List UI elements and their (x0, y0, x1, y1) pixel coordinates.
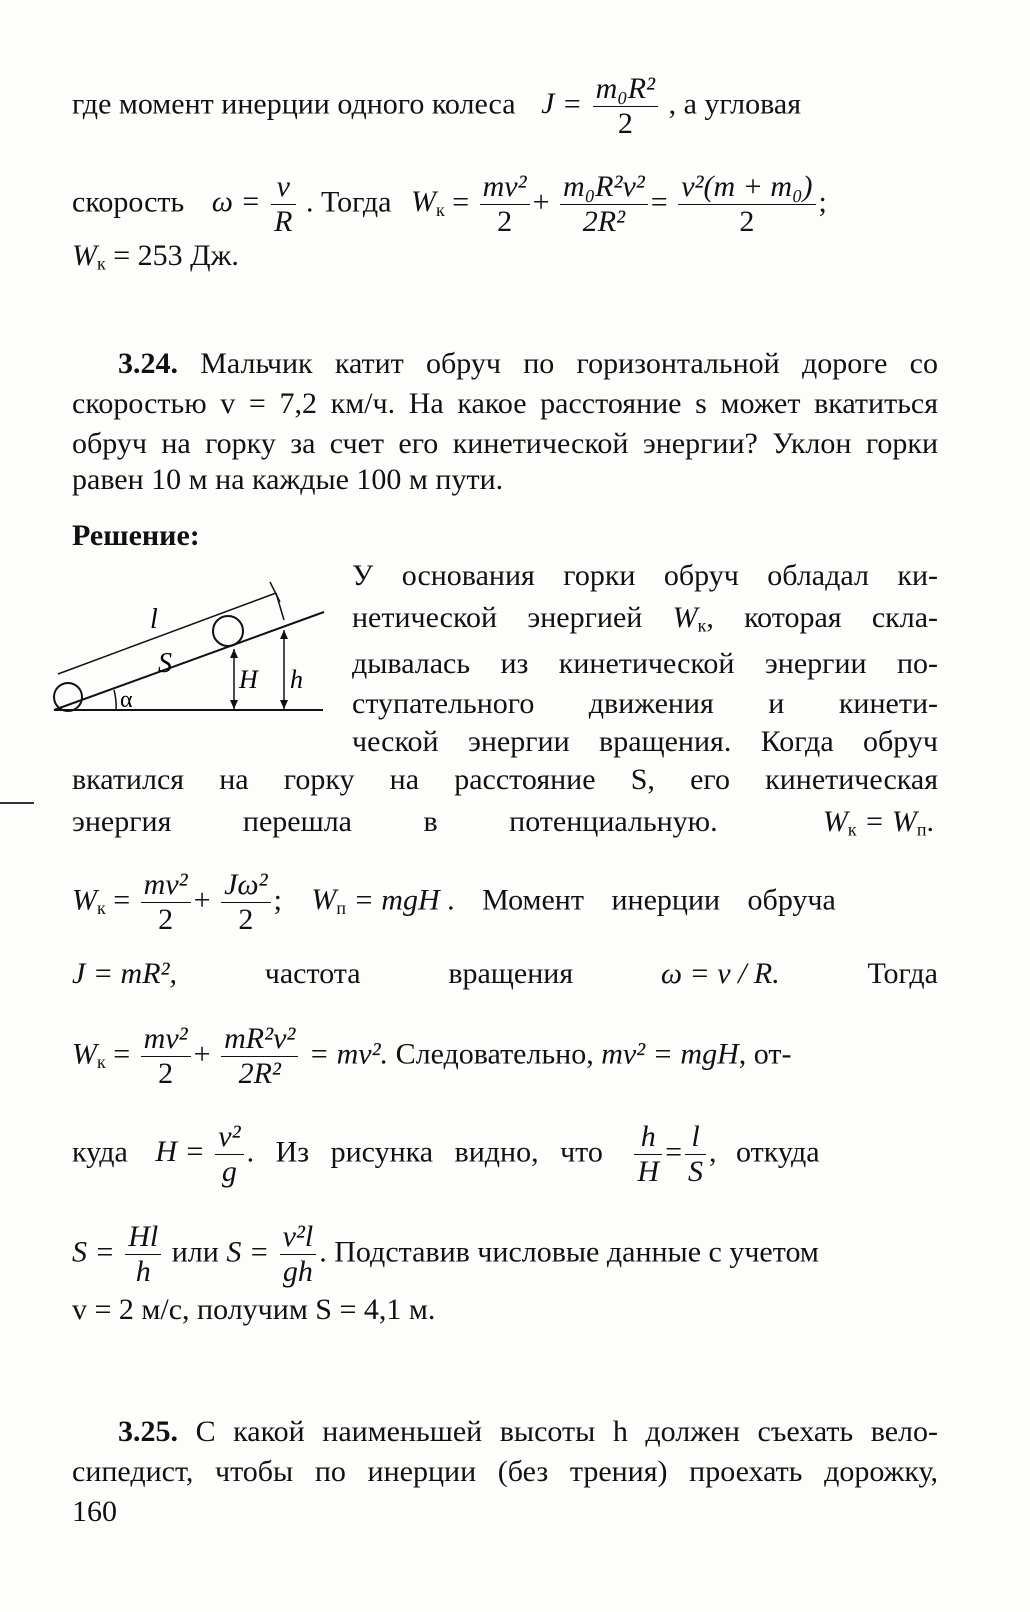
fraction-j: $\frac{\text{m₀R²}}{2}$ (593, 72, 658, 141)
solution-wrap-2: нетической энергией $W_к$, которая скла- (352, 601, 938, 636)
prev-line-1: где момент инерции одного колеса J = $\frac{\text{m₀R²}}{2}$ , а угловая (72, 72, 802, 140)
equation-inertia: J = mR², частота вращения ω = v / R. Тогда (72, 957, 938, 990)
problem-324-line-3: обруч на горку за счет его кинетической энергии? Уклон горки (72, 427, 938, 460)
problem-324-line-1: 3.24. Мальчик катит обруч по горизонтальной дороге со (118, 347, 938, 380)
angle-arc (114, 690, 116, 710)
equation-energy: $W_к$ = $\frac{\text{mv²}}{2}$ + $\frac{\text{Jω²}}{2}$ ; $W_п$ = mgH . Момент инерции обруча (72, 868, 836, 936)
solution-wrap-1: У основания горки обруч обладал ки- (352, 559, 938, 592)
equation-distance: S = $\frac{Hl}{h}$ или S = $\frac{\text{v²l}}{gh}$ . Подставив числовые данные с учетом (72, 1220, 819, 1288)
problem-325-line-2: сипедист, чтобы по инерции (без трения) проехать дорожку, (72, 1455, 938, 1488)
label-H: H (239, 665, 258, 694)
prev-result: $W_к = 253$ Дж. (72, 239, 239, 274)
margin-mark (0, 802, 34, 804)
solution-result: v = 2 м/с, получим S = 4,1 м. (72, 1293, 436, 1326)
solution-line-2: энергия перешла в потенциальную. $W_к = W_п$. (72, 805, 934, 840)
problem-number: 3.24. (118, 347, 178, 380)
hoop-top (213, 616, 243, 646)
solution-wrap-5: ческой энергии вращения. Когда обруч (352, 725, 938, 758)
problem-324-line-2: скоростью v = 7,2 км/ч. На какое расстояние s может вкатиться (72, 387, 938, 420)
prev-line-2: скорость ω = $\frac{v}{R}$ . Тогда $W_к$ = $\frac{\text{mv²}}{2}$ + $\frac{\text{m₀R²v²}}{\text{2R²}}$ = $\frac{\text{v²(m + m₀)}}{2}$ ; (72, 170, 827, 238)
solution-wrap-3: дывалась из кинетической энергии по- (352, 647, 938, 680)
problem-325-line-1: 3.25. С какой наименьшей высоты h должен съехать вело- (118, 1415, 939, 1448)
label-l: l (150, 604, 158, 635)
solution-heading: Решение: (72, 519, 200, 552)
label-S: S (158, 648, 172, 679)
hoop-start (54, 683, 82, 711)
equation-total: $W_к$ = $\frac{\text{mv²}}{2}$ + $\frac{\text{mR²v²}}{\text{2R²}}$ = mv². Следовательно, mv² = mgH, от- (72, 1022, 792, 1090)
label-alpha: α (120, 687, 133, 713)
label-h: h (290, 665, 303, 694)
page-number: 160 (72, 1495, 117, 1528)
equation-height: куда H = $\frac{\text{v²}}{g}$ . Из рисунка видно, что $\frac{h}{H}$ = $\frac{l}{S}$ , откуда (72, 1120, 820, 1188)
incline-diagram (48, 572, 338, 722)
problem-324-line-4: равен 10 м на каждые 100 м пути. (72, 463, 504, 496)
solution-wrap-4: ступательного движения и кинети- (352, 687, 938, 720)
solution-line-1: вкатился на горку на расстояние S, его кинетическая (72, 763, 938, 796)
